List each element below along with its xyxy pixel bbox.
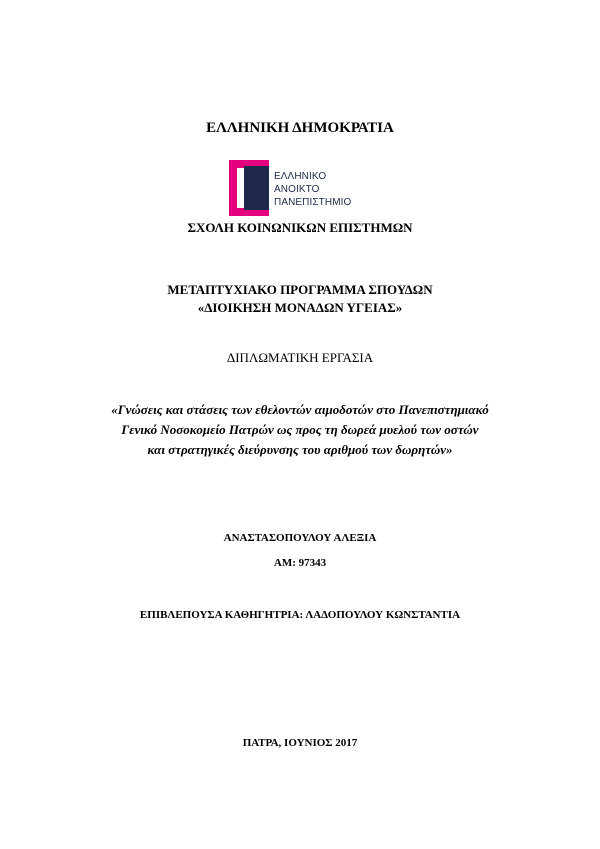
logo-line-1: ΕΛΛΗΝΙΚΟ	[274, 171, 327, 182]
thesis-title-line-1: «Γνώσεις και στάσεις των εθελοντών αιμοδοτών στο Πανεπιστημιακό	[111, 402, 489, 417]
thesis-type: ΔΙΠΛΩΜΑΤΙΚΗ ΕΡΓΑΣΙΑ	[226, 350, 374, 365]
university-logo	[229, 160, 379, 218]
university-logo-icon	[229, 160, 269, 216]
author-name: ΑΝΑΣΤΑΣΟΠΟΥΛΟΥ ΑΛΕΞΙΑ	[223, 532, 377, 544]
place-date: ΠΑΤΡΑ, ΙΟΥΝΙΟΣ 2017	[242, 737, 358, 749]
program-line-1: ΜΕΤΑΠΤΥΧΙΑΚΟ ΠΡΟΓΡΑΜΜΑ ΣΠΟΥΔΩΝ	[167, 282, 433, 297]
country-heading: ΕΛΛΗΝΙΚΗ ΔΗΜΟΚΡΑΤΙΑ	[206, 120, 394, 136]
thesis-title-line-2: Γενικό Νοσοκομείο Πατρών ως προς τη δωρεά μυελού των οστών	[121, 422, 479, 437]
supervisor: ΕΠΙΒΛΕΠΟΥΣΑ ΚΑΘΗΓΗΤΡΙΑ: ΛΑΔΟΠΟΥΛΟΥ ΚΩΝΣΤΑΝΤΙΑ	[139, 609, 461, 621]
university-logo-text	[274, 170, 351, 209]
logo-line-2: ΑΝΟΙΚΤΟ	[274, 184, 320, 195]
school-name: ΣΧΟΛΗ ΚΟΙΝΩΝΙΚΩΝ ΕΠΙΣΤΗΜΩΝ	[187, 220, 413, 235]
student-id: ΑΜ: 97343	[273, 557, 327, 569]
thesis-title-line-3: και στρατηγικές διεύρυνσης του αριθμού των δωρητών»	[147, 442, 453, 457]
logo-line-3: ΠΑΝΕΠΙΣΤΗΜΙΟ	[274, 197, 352, 208]
program-line-2: «ΔΙΟΙΚΗΣΗ ΜΟΝΑΔΩΝ ΥΓΕΙΑΣ»	[197, 300, 403, 315]
